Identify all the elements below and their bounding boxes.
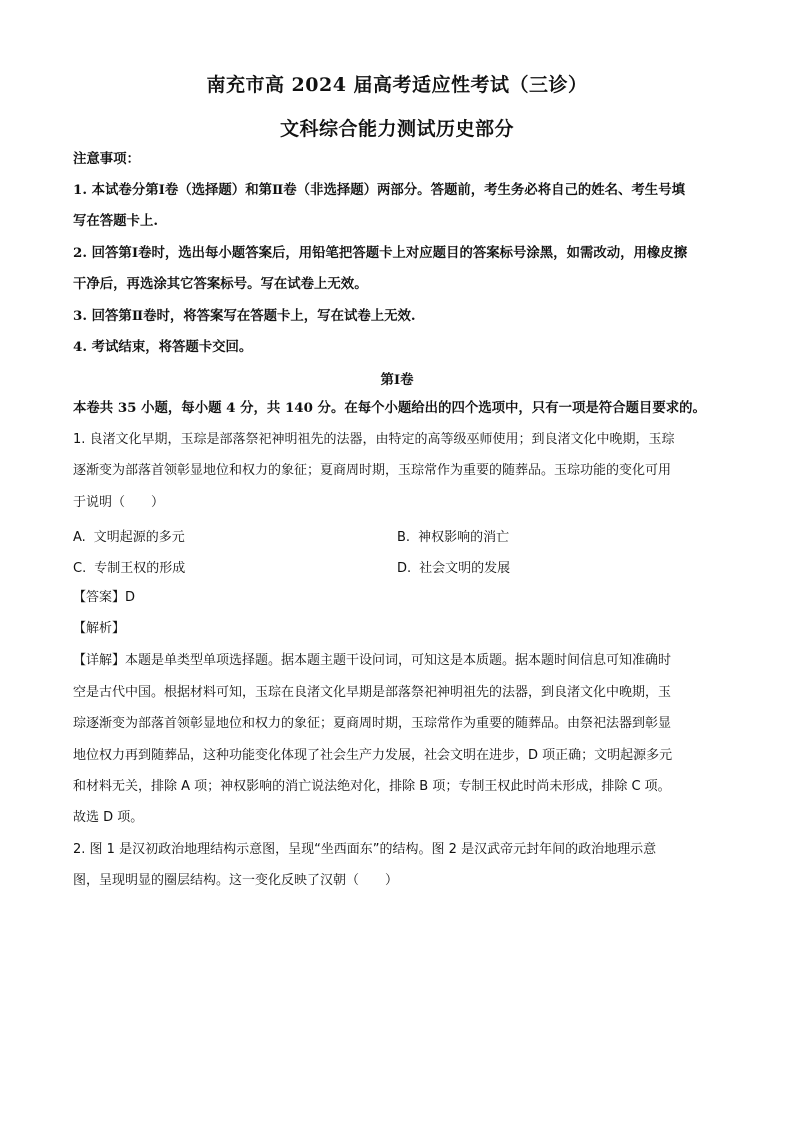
question-1-option-c <box>73 557 185 576</box>
notice-item-1-line-1: 1. 本试卷分第Ⅰ卷（选择题）和第Ⅱ卷（非选择题）两部分。答题前，考生务必将自己的姓名、考生号填 <box>73 182 685 198</box>
notice-item-2-line-2: 干净后，再选涂其它答案标号。写在试卷上无效。 <box>73 276 368 292</box>
option-b-text: 神权影响的消亡 <box>418 530 510 545</box>
notice-item-2-line-1: 2. 回答第Ⅰ卷时，选出每小题答案后，用铅笔把答题卡上对应题目的答案标号涂黑，如需改动，用橡皮擦 <box>73 245 688 261</box>
question-1-detail-line-2: 空是古代中国。根据材料可知，玉琮在良渚文化早期是部落祭祀神明祖先的法器，到良渚文化中晚期，玉 <box>73 685 672 700</box>
exam-subtitle: 文科综合能力测试历史部分 <box>279 118 514 140</box>
option-a-text: 文明起源的多元 <box>93 530 185 545</box>
question-1-option-b <box>397 526 509 545</box>
question-1-detail-line-6: 故选 D 项。 <box>73 810 144 825</box>
question-2-stem-line-1: 2. 图 1 是汉初政治地理结构示意图，呈现“坐西面东”的结构。图 2 是汉武帝元封年间的政治地理示意 <box>73 842 657 857</box>
exam-title: 南充市高 2024 届高考适应性考试（三诊） <box>206 74 588 96</box>
question-1-stem-line-3: 于说明（ ） <box>73 495 165 510</box>
notice-item-1-line-2: 写在答题卡上. <box>73 213 159 229</box>
question-1-detail-line-5: 和材料无关，排除 A 项；神权影响的消亡说法绝对化，排除 B 项；专制王权此时尚未形成，排除 C 项。 <box>73 779 671 794</box>
question-1-option-d <box>397 557 510 576</box>
question-1-analysis-label: 【解析】 <box>73 621 126 636</box>
question-1-stem-line-1: 1. 良渚文化早期，玉琮是部落祭祀神明祖先的法器，由特定的高等级巫师使用；到良渚文化中晚期，玉琮 <box>73 432 675 447</box>
question-1-detail-line-4: 地位权力再到随葬品，这种功能变化体现了社会生产力发展，社会文明在进步，D 项正确；文明起源多元 <box>73 748 673 763</box>
question-1-detail-line-3: 琮逐渐变为部落首领彰显地位和权力的象征；夏商周时期，玉琮常作为重要的随葬品。由祭祀法器到彰显 <box>73 716 672 731</box>
option-a-letter: A. <box>73 530 86 545</box>
section-instructions: 本卷共 35 小题，每小题 4 分，共 140 分。在每个小题给出的四个选项中，只有一项是符合题目要求的。 <box>73 400 706 416</box>
option-d-text: 社会文明的发展 <box>419 561 511 576</box>
question-1-option-a <box>73 526 185 545</box>
notice-item-3: 3. 回答第Ⅱ卷时，将答案写在答题卡上，写在试卷上无效. <box>73 308 416 324</box>
option-c-letter: C. <box>73 561 87 576</box>
question-1-stem-line-2: 逐渐变为部落首领彰显地位和权力的象征；夏商周时期，玉琮常作为重要的随葬品。玉琮功能的变化可用 <box>73 463 672 478</box>
question-2-stem-line-2: 图，呈现明显的圈层结构。这一变化反映了汉朝（ ） <box>73 873 399 888</box>
option-c-text: 专制王权的形成 <box>94 561 186 576</box>
section-label: 第Ⅰ卷 <box>380 372 414 388</box>
option-d-letter: D. <box>397 561 412 576</box>
question-1-answer: 【答案】D <box>73 590 136 605</box>
notice-item-4: 4. 考试结束，将答题卡交回。 <box>73 339 253 355</box>
question-1-detail-line-1: 【详解】本题是单类型单项选择题。据本题主题干设问词，可知这是本质题。据本题时间信息可知准确时 <box>73 653 672 668</box>
notice-heading: 注意事项： <box>73 151 140 167</box>
option-b-letter: B. <box>397 530 411 545</box>
